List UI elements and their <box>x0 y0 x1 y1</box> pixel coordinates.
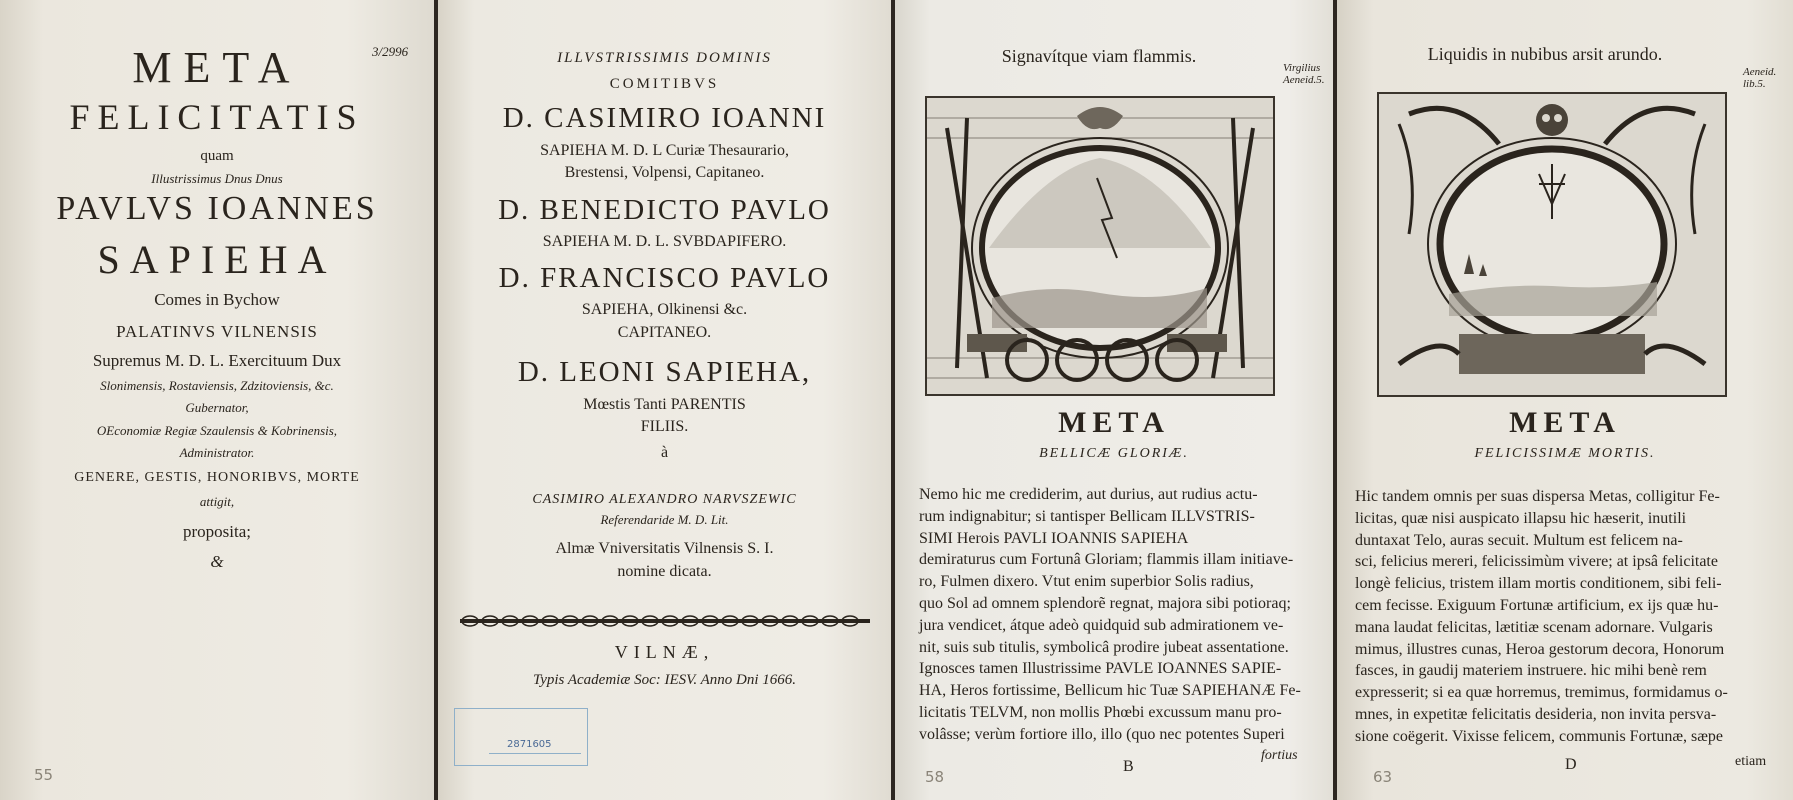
genere-line: GENERE, GESTIS, HONORIBVS, MORTE <box>74 470 360 485</box>
dedication-line-b: nomine dicata. <box>617 563 712 580</box>
text-line: HA, Heros fortissime, Bellicum hic Tuæ SAPIEHANÆ Fe- <box>919 682 1301 700</box>
margin-note-line: Aeneid.5. <box>1283 74 1325 86</box>
motto: Signavítque viam flammis. <box>1001 46 1197 66</box>
comitibus-line: COMITIBVS <box>609 76 720 92</box>
text-line: mnes, in expetitæ felicitatis desideria, non invita persva- <box>1355 705 1717 723</box>
text-line: licitatis TELVM, non mollis Phœbi excussum manu pro- <box>919 703 1282 721</box>
dedication-page <box>438 0 891 800</box>
dedicatee-2-title: SAPIEHA M. D. L. SVBDAPIFERO. <box>542 233 787 250</box>
text-line: rum indignabitur; si tantisper Bellicam ILLVSTRIS- <box>919 507 1255 525</box>
shelfmark: 3/2996 <box>372 44 409 59</box>
author-title: Referendaride M. D. Lit. <box>600 512 729 527</box>
text-line: demiraturus cum Fortunâ Gloriam; flammis illam initiave- <box>919 551 1294 569</box>
dedicatee-3-title-a: SAPIEHA, Olkinensi &c. <box>581 301 748 318</box>
dedication-heading: ILLVSTRISSIMIS DOMINIS <box>557 50 772 66</box>
a-line: à <box>660 444 669 461</box>
dedicatee-4: D. LEONI SAPIEHA, <box>517 356 812 388</box>
dedicatee-4-title-a: Mœstis Tanti PARENTIS <box>583 396 746 413</box>
body-text <box>919 484 1321 746</box>
stamp-line <box>489 753 581 754</box>
districts-line: Slonimensis, Rostaviensis, Zdzitoviensis, &c. <box>100 378 334 393</box>
quam-text: quam <box>200 148 234 164</box>
attigit-line: attigit, <box>199 494 235 509</box>
engraving-art <box>1379 94 1725 395</box>
text-line: mana laudat felicitas, lætitiæ scenam adornare. Vulgaris <box>1355 618 1713 636</box>
dedicatee-1-title-b: Brestensi, Volpensi, Capitaneo. <box>564 164 765 181</box>
text-line: Ignosces tamen Illustrissime PAVLE IOANNES SAPIE- <box>919 660 1282 678</box>
emblem-engraving-death <box>1377 92 1727 397</box>
catch-mark: & <box>210 552 224 571</box>
mortis-page <box>1337 0 1793 800</box>
bellica-page <box>895 0 1333 800</box>
text-line: sci, felicius mereri, felicissimùm vivere; at ipsâ felicitate <box>1355 553 1718 571</box>
text-line: cem fecisse. Exiguum Fortunæ artificium, ex ijs quæ hu- <box>1355 596 1719 614</box>
library-stamp <box>454 708 588 766</box>
dedicatee-2: D. BENEDICTO PAVLO <box>498 194 831 226</box>
dedicatee-1-title-a: SAPIEHA M. D. L Curiæ Thesaurario, <box>540 142 789 159</box>
text-line: mimus, illustres cunas, Heroa gestorum decora, Honorum <box>1355 640 1725 658</box>
margin-note-line: Aeneid. <box>1743 66 1777 78</box>
dedicatee-3-title-b: CAPITANEO. <box>617 324 712 341</box>
page-number: 63 <box>1373 768 1393 786</box>
section-heading: META <box>1509 406 1621 439</box>
signature-mark: B <box>1123 758 1134 775</box>
section-subheading: FELICISSIMÆ MORTIS. <box>1474 446 1656 461</box>
text-line: Hic tandem omnis per suas dispersa Metas, colligitur Fe- <box>1355 488 1720 505</box>
stamp-number: 2871605 <box>507 739 552 750</box>
text-line: licitas, quæ nisi auspicato illapsu hic hæserit, inutili <box>1355 509 1687 527</box>
catchword: etiam <box>1735 754 1767 769</box>
text-line: quo Sol ad omnem splendorẽ regnat, majora sibi potioraq; <box>919 594 1291 612</box>
title-page <box>0 0 434 800</box>
text-line: sione coëgerit. Vixisse felicem, communis Fortunæ, sæpe <box>1355 727 1724 745</box>
dedicatee-4-title-b: FILIIS. <box>640 418 689 435</box>
emblem-engraving-war <box>925 96 1275 396</box>
margin-note <box>1743 66 1776 90</box>
engraving-art <box>927 98 1273 394</box>
text-line: fasces, in gaudij materiem instruere. hic mihi benè rem <box>1355 662 1707 680</box>
name-line-2: SAPIEHA <box>97 237 337 282</box>
imprint-line: Typis Academiæ Soc: IESV. Anno Dni 1666. <box>532 672 797 688</box>
ornament-rule <box>460 614 870 628</box>
catchword: fortius <box>1261 748 1298 763</box>
text-line: duntaxat Telo, auras secuit. Multum est felicem na- <box>1355 531 1683 549</box>
text-line: jura vendicet, átque adeò quidquid sub admirationem ve- <box>919 616 1284 634</box>
administrator-line: Administrator. <box>179 445 255 460</box>
page-number: 58 <box>925 768 945 786</box>
page-number: 55 <box>34 766 54 784</box>
text-line: longè felicius, tristem illam mortis conditionem, sibi feli- <box>1355 575 1722 593</box>
gubernator-line: Gubernator, <box>185 400 249 415</box>
dedicatee-1: D. CASIMIRO IOANNI <box>502 102 827 134</box>
imprint-city: VILNÆ, <box>614 642 715 662</box>
margin-note-line: Virgilius <box>1283 62 1321 74</box>
text-line: nit, suis sub titulis, symbolicâ prodire jubeat assentatione. <box>919 638 1289 656</box>
dedication-line-a: Almæ Vniversitatis Vilnensis S. I. <box>555 540 774 557</box>
margin-note <box>1283 62 1325 86</box>
supremus-line: Supremus M. D. L. Exercituum Dux <box>92 351 342 370</box>
author-line: CASIMIRO ALEXANDRO NARVSZEWIC <box>532 492 797 507</box>
title-line-2: FELICITATIS <box>69 97 365 137</box>
motto: Liquidis in nubibus arsit arundo. <box>1427 44 1663 64</box>
oeconomia-line: OEconomiæ Regiæ Szaulensis & Kobrinensis, <box>96 423 338 438</box>
section-subheading: BELLICÆ GLORIÆ. <box>1039 446 1189 461</box>
palatinus-line: PALATINVS VILNENSIS <box>116 322 318 341</box>
text-line: Nemo hic me crediderim, aut durius, aut rudius actu- <box>919 486 1258 503</box>
text-line: volâsse; verùm fortiore illo, illo (quo nec potentes Superi <box>919 725 1285 743</box>
section-heading: META <box>1058 406 1170 439</box>
body-text <box>1355 486 1777 748</box>
margin-note-line: lib.5. <box>1743 78 1766 90</box>
proposita-line: proposita; <box>183 522 251 541</box>
text-line: SIMI Herois PAVLI IOANNIS SAPIEHA <box>919 529 1189 547</box>
name-line-1: PAVLVS IOANNES <box>56 190 378 227</box>
title-line-1: META <box>132 43 302 92</box>
dedicatee-3: D. FRANCISCO PAVLO <box>498 262 831 294</box>
text-line: ro, Fulmen dixero. Vtut enim superbior Solis radius, <box>919 573 1254 591</box>
signature-mark: D <box>1565 756 1577 773</box>
text-line: expresserit; si ea quæ horremus, tremimus, formidamus o- <box>1355 684 1728 702</box>
honorific: Illustrissimus Dnus Dnus <box>151 171 283 186</box>
comes-line: Comes in Bychow <box>154 290 280 309</box>
